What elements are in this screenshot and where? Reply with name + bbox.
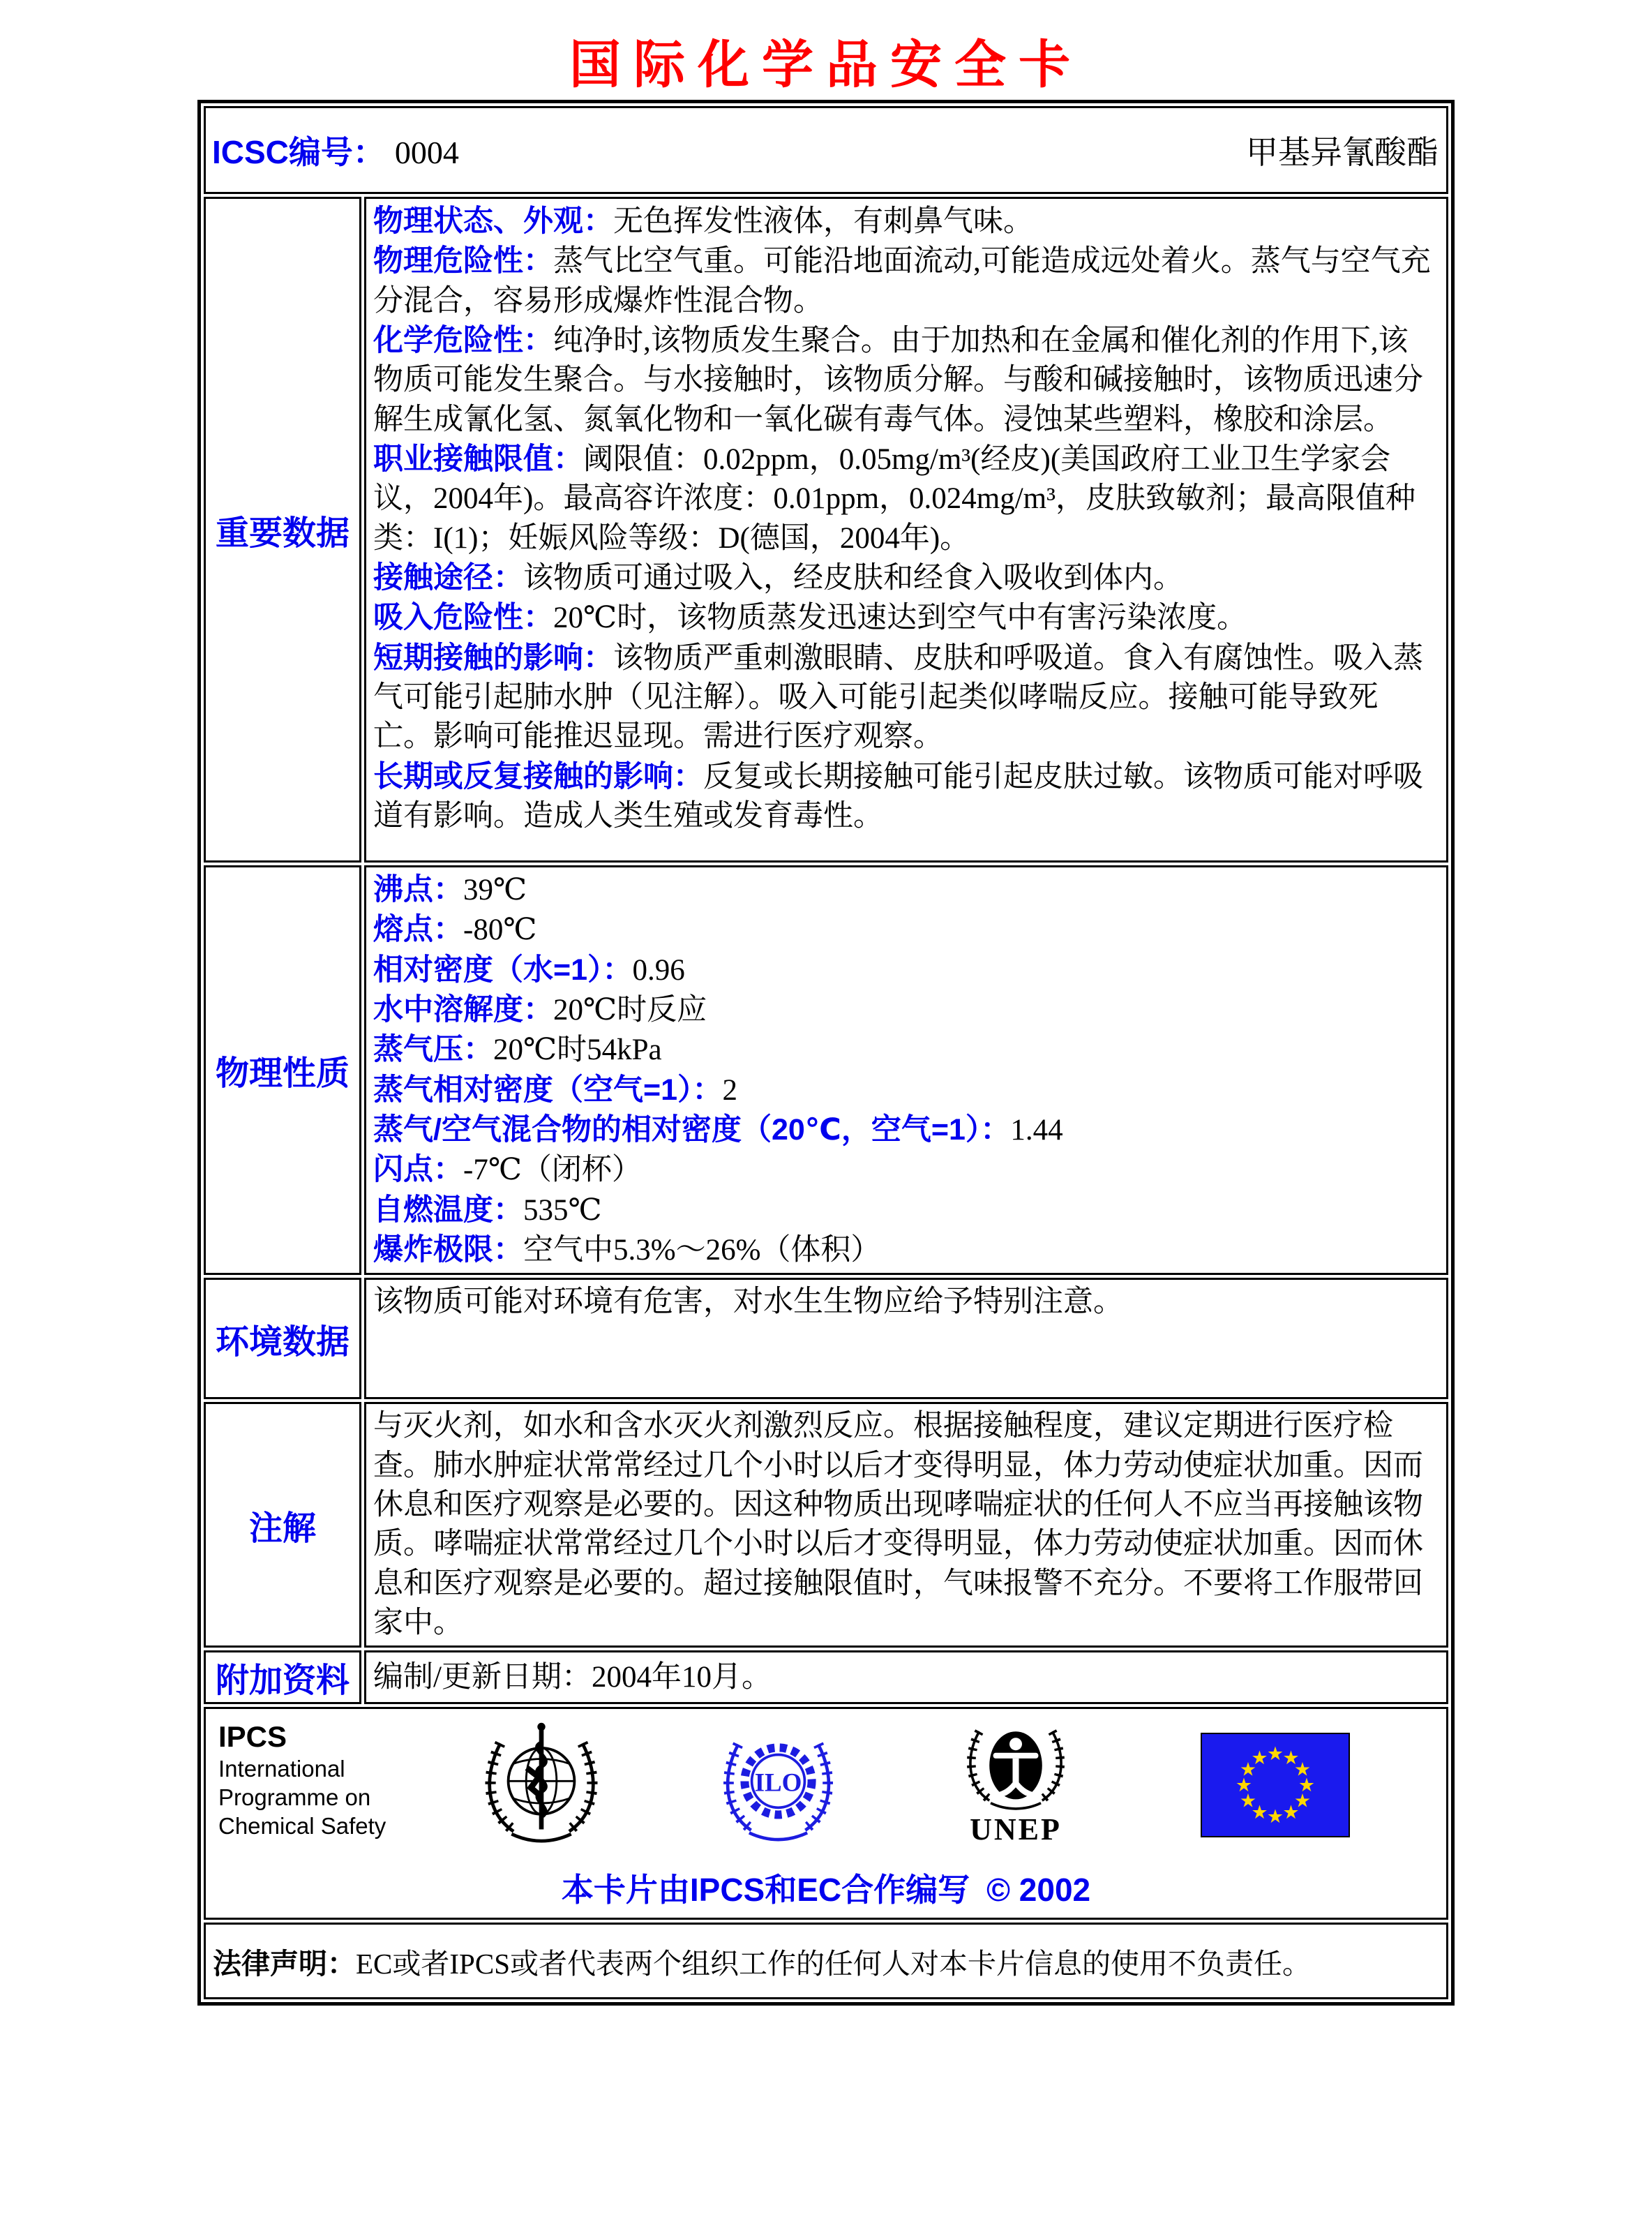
property-entry xyxy=(373,440,1438,558)
property-value: 535℃ xyxy=(523,1193,602,1227)
property-value: 2 xyxy=(722,1073,738,1107)
section-label-additional-info: 附加资料 xyxy=(215,1662,350,1700)
icsc-card-table xyxy=(197,100,1455,2006)
property-value: 0.96 xyxy=(632,953,685,987)
svg-text:★: ★ xyxy=(1293,1790,1312,1812)
credit-text: 本卡片由IPCS和EC合作编写 xyxy=(561,1872,970,1909)
svg-text:★: ★ xyxy=(1251,1747,1268,1770)
physical-properties-content xyxy=(364,865,1448,1275)
svg-text:★: ★ xyxy=(1266,1743,1284,1766)
property-value: -7℃（闭杯） xyxy=(463,1154,642,1187)
property-label: 蒸气压： xyxy=(373,1033,493,1067)
environmental-data-content: 该物质可能对环境有危害，对水生生物应给予特别注意。 xyxy=(364,1278,1448,1399)
property-value: 蒸气比空气重。可能沿地面流动,可能造成远处着火。蒸气与空气充分混合，容易形成爆炸性混合物。 xyxy=(373,245,1431,318)
environmental-data-row xyxy=(204,1278,1448,1399)
svg-text:★: ★ xyxy=(1239,1790,1257,1812)
who-logo-icon xyxy=(475,1720,608,1849)
additional-info-content: 编制/更新日期：2004年10月。 xyxy=(364,1650,1448,1704)
property-entry xyxy=(373,870,1438,910)
property-value: 20℃时54kPa xyxy=(493,1033,662,1067)
property-value: 空气中5.3%～26%（体积） xyxy=(523,1233,881,1267)
property-label: 物理状态、外观： xyxy=(373,204,613,238)
property-value: 阈限值：0.02ppm，0.05mg/m³(经皮)(美国政府工业卫生学家会议，2004年)。最高容许浓度：0.01ppm，0.024mg/m³，皮肤致敏剂；最高限值种类：I(1)；妊娠风险等级：D(德国，2004年)。 xyxy=(373,442,1416,555)
unep-label: UNEP xyxy=(970,1812,1062,1847)
property-value: 无色挥发性液体，有刺鼻气味。 xyxy=(613,205,1033,238)
important-data-content xyxy=(364,197,1448,863)
ipcs-line-3: Chemical Safety xyxy=(218,1813,386,1839)
footer-row xyxy=(204,1707,1448,1920)
property-label: 沸点： xyxy=(373,873,463,906)
property-entry xyxy=(373,321,1438,440)
svg-text:★: ★ xyxy=(1298,1775,1316,1797)
svg-text:★: ★ xyxy=(1282,1802,1300,1824)
property-label: 物理危险性： xyxy=(373,244,553,278)
ipcs-line-2: Programme on xyxy=(218,1784,371,1810)
property-label: 自燃温度： xyxy=(373,1193,523,1227)
property-entry xyxy=(373,1070,1438,1110)
header-row xyxy=(204,106,1448,194)
property-label: 熔点： xyxy=(373,913,463,947)
property-entry xyxy=(373,910,1438,950)
unep-logo-block xyxy=(953,1720,1079,1845)
property-label: 职业接触限值： xyxy=(373,442,583,476)
icsc-number xyxy=(212,127,459,173)
property-entry xyxy=(373,1230,1438,1270)
property-value: -80℃ xyxy=(463,913,537,947)
property-entry xyxy=(373,598,1438,638)
notes-content: 与灭火剂，如水和含水灭火剂激烈反应。根据接触程度，建议定期进行医疗检查。肺水肿症状常常经过几个小时以后才变得明显，体力劳动使症状加重。因而休息和医疗观察是必要的。因这种物质出现哮喘症状的任何人不应当再接触该物质。哮喘症状常常经过几个小时以后才变得明显，体力劳动使症状加重。因而休息和医疗观察是必要的。超过接触限值时，气味报警不充分。不要将工作服带回家中。 xyxy=(364,1402,1448,1648)
property-label: 短期接触的影响： xyxy=(373,641,613,675)
notes-row xyxy=(204,1402,1448,1648)
property-label: 长期或反复接触的影响： xyxy=(373,759,703,793)
section-label-physical-properties: 物理性质 xyxy=(215,1055,350,1093)
ipcs-abbreviation: IPCS xyxy=(218,1720,287,1754)
copyright-text: © 2002 xyxy=(986,1872,1091,1909)
property-label: 蒸气相对密度（空气=1）： xyxy=(373,1073,723,1107)
ilo-letters: ILO xyxy=(754,1768,802,1798)
property-label: 爆炸极限： xyxy=(373,1232,523,1267)
eu-flag-icon xyxy=(1201,1733,1350,1837)
legal-row xyxy=(204,1923,1448,1999)
property-entry xyxy=(373,639,1438,757)
property-entry xyxy=(373,757,1438,837)
property-entry xyxy=(373,1150,1438,1190)
property-value: 该物质严重刺激眼睛、皮肤和呼吸道。食入有腐蚀性。吸入蒸气可能引起肺水肿（见注解）。吸入可能引起类似哮喘反应。接触可能导致死亡。影响可能推迟显现。需进行医疗观察。 xyxy=(373,641,1423,754)
unep-logo-icon xyxy=(953,1720,1079,1814)
property-value: 20℃时反应 xyxy=(553,993,707,1027)
section-label-important-data: 重要数据 xyxy=(215,514,350,552)
physical-properties-row xyxy=(204,865,1448,1275)
property-label: 蒸气/空气混合物的相对密度（20℃，空气=1）： xyxy=(373,1112,1011,1147)
property-entry xyxy=(373,241,1438,321)
logo-row xyxy=(213,1720,1439,1849)
property-entry xyxy=(373,1191,1438,1230)
svg-text:★: ★ xyxy=(1235,1775,1253,1797)
icsc-number-value: 0004 xyxy=(394,135,459,170)
property-entry xyxy=(373,950,1438,990)
chemical-name: 甲基异氰酸酯 xyxy=(1246,135,1439,170)
property-entry xyxy=(373,558,1438,598)
svg-text:★: ★ xyxy=(1239,1759,1257,1781)
legal-label: 法律声明： xyxy=(213,1947,356,1980)
property-entry xyxy=(373,202,1438,241)
svg-text:★: ★ xyxy=(1282,1747,1300,1770)
credit-line xyxy=(213,1865,1439,1911)
property-value: 纯净时,该物质发生聚合。由于加热和在金属和催化剂的作用下,该物质可能发生聚合。与水接触时，该物质分解。与酸和碱接触时，该物质迅速分解生成氰化氢、氮氧化物和一氧化碳有毒气体。浸蚀某些塑料，橡胶和涂层。 xyxy=(373,324,1423,436)
property-entry xyxy=(373,990,1438,1030)
section-label-notes: 注解 xyxy=(248,1509,316,1547)
section-label-environmental-data: 环境数据 xyxy=(215,1323,350,1361)
property-label: 接触途径： xyxy=(373,560,523,595)
page-title: 国际化学品安全卡 xyxy=(569,37,1083,94)
legal-text: EC或者IPCS或者代表两个组织工作的任何人对本卡片信息的使用不负责任。 xyxy=(356,1947,1311,1980)
additional-info-row xyxy=(204,1650,1448,1704)
property-label: 水中溶解度： xyxy=(373,992,553,1027)
svg-text:★: ★ xyxy=(1266,1806,1284,1828)
svg-text:★: ★ xyxy=(1293,1759,1312,1781)
ilo-logo-icon xyxy=(714,1720,843,1849)
property-label: 闪点： xyxy=(373,1153,463,1187)
property-label: 吸入危险性： xyxy=(373,601,553,635)
ipcs-text-block xyxy=(218,1720,393,1840)
property-value: 20℃时，该物质蒸发迅速达到空气中有害污染浓度。 xyxy=(553,602,1247,635)
property-value: 1.44 xyxy=(1010,1113,1063,1147)
property-entry xyxy=(373,1110,1438,1150)
property-value: 该物质可通过吸入，经皮肤和经食入吸收到体内。 xyxy=(523,561,1183,595)
property-label: 相对密度（水=1）： xyxy=(373,953,633,987)
ipcs-line-1: International xyxy=(218,1755,345,1782)
icsc-number-label: ICSC编号： xyxy=(212,134,385,170)
property-value: 反复或长期接触可能引起皮肤过敏。该物质可能对呼吸道有影响。造成人类生殖或发育毒性。 xyxy=(373,760,1423,833)
property-label: 化学危险性： xyxy=(373,323,553,357)
important-data-row xyxy=(204,197,1448,863)
property-value: 39℃ xyxy=(463,874,527,906)
property-entry xyxy=(373,1030,1438,1070)
svg-text:★: ★ xyxy=(1251,1802,1268,1824)
